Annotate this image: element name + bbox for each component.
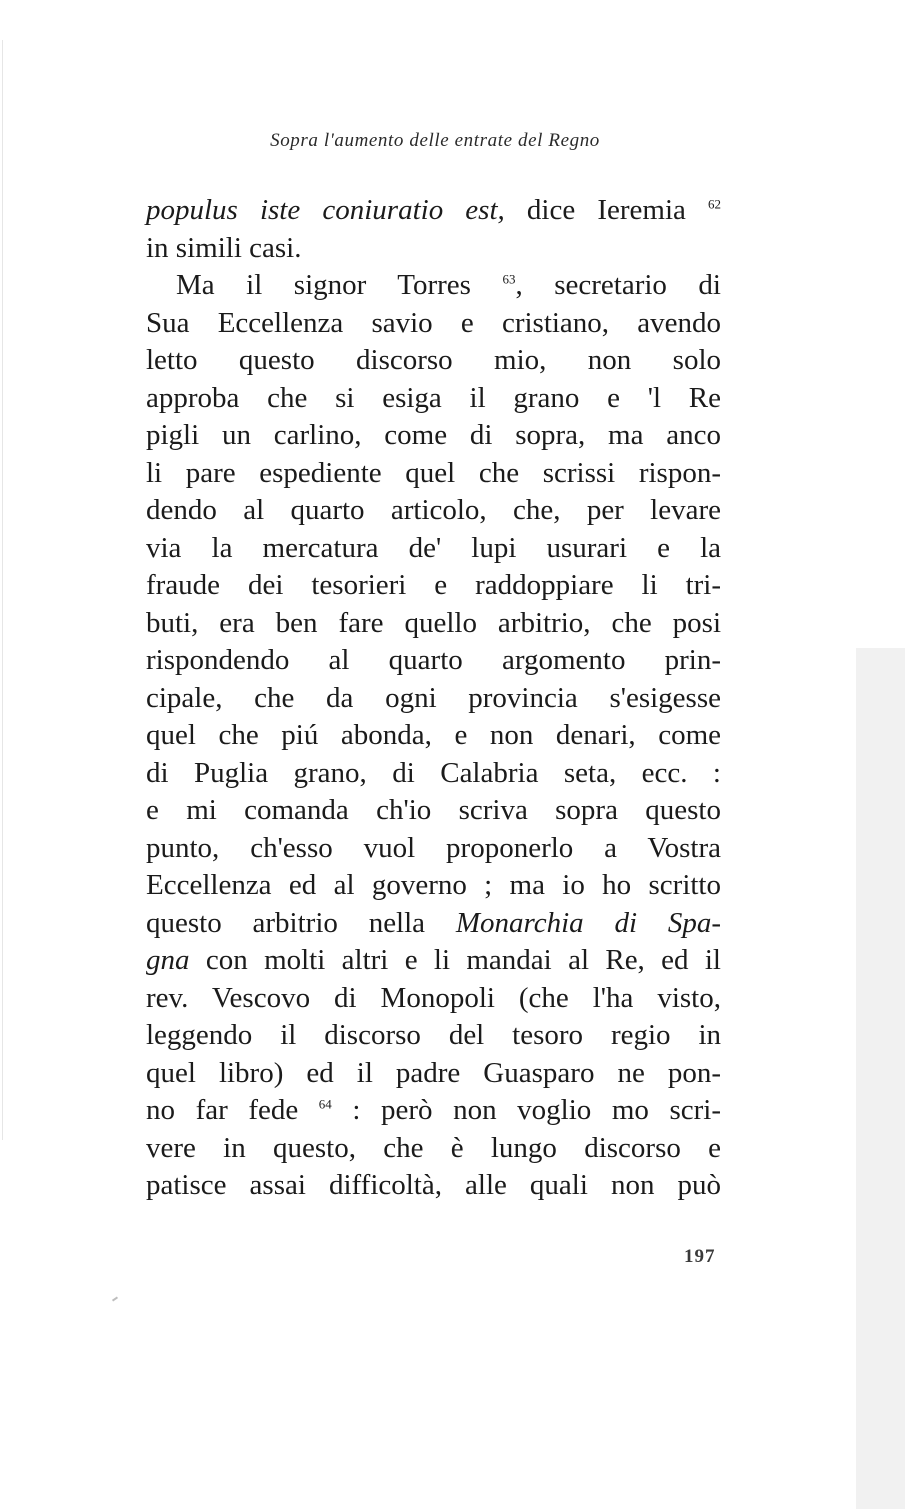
text-line: Sua Eccellenza savio e cristiano, avendo bbox=[146, 306, 721, 339]
text-line: cipale, che da ogni provincia s'esigesse bbox=[146, 681, 721, 714]
text-line: rispondendo al quarto argomento prin- bbox=[146, 644, 721, 676]
text-line: fraude dei tesorieri e raddoppiare li tri- bbox=[146, 569, 721, 601]
footnote-ref-62: 62 bbox=[708, 196, 721, 212]
text-line: dendo al quarto articolo, che, per levare bbox=[146, 494, 721, 526]
text-line: punto, ch'esso vuol proponerlo a Vostra bbox=[146, 831, 721, 864]
scan-speck bbox=[112, 1296, 118, 1301]
text-line: quel libro) ed il padre Guasparo ne pon- bbox=[146, 1056, 721, 1089]
text-line: Ma il signor Torres $^{63}$, secretario di bbox=[176, 269, 721, 301]
text-line: in simili casi. bbox=[146, 231, 302, 264]
text-line: di Puglia grano, di Calabria seta, ecc. : bbox=[146, 756, 721, 789]
scan-margin-shade bbox=[856, 648, 905, 1509]
running-head: Sopra l'aumento delle entrate del Regno bbox=[270, 130, 600, 151]
text-line: letto questo discorso mio, non solo bbox=[146, 344, 721, 376]
footnote-ref-63: 63 bbox=[502, 271, 516, 287]
text-line: patisce assai difficoltà, alle quali non può bbox=[146, 1169, 721, 1201]
text-line: Eccellenza ed al governo ; ma io ho scritto bbox=[146, 869, 721, 901]
body-text bbox=[146, 192, 721, 1205]
footnote-ref-64: 64 bbox=[318, 1096, 332, 1112]
page-edge-shadow bbox=[2, 40, 3, 1140]
text-line: rev. Vescovo di Monopoli (che l'ha visto, bbox=[146, 981, 721, 1014]
page-number: 197 bbox=[684, 1246, 716, 1267]
text-line: pigli un carlino, come di sopra, ma anco bbox=[146, 419, 721, 451]
text-line: no far fede $^{64}$ : però non voglio mo scri- bbox=[146, 1094, 721, 1126]
text-line: vere in questo, che è lungo discorso e bbox=[146, 1131, 721, 1164]
text-line: quel che piú abonda, e non denari, come bbox=[146, 719, 721, 751]
text-line: li pare espediente quel che scrissi rispon- bbox=[146, 456, 721, 489]
text-line: leggendo il discorso del tesoro regio in bbox=[146, 1019, 721, 1051]
text-line: e mi comanda ch'io scriva sopra questo bbox=[146, 794, 721, 826]
text-line: questo arbitrio nella Monarchia di Spa- bbox=[146, 906, 721, 939]
text-line: approba che si esiga il grano e 'l Re bbox=[146, 381, 721, 414]
text-line: via la mercatura de' lupi usurari e la bbox=[146, 531, 721, 564]
text-line: populus iste coniuratio est, dice Ieremia $^{62}$ bbox=[146, 194, 721, 226]
text-line: gna con molti altri e li mandai al Re, ed il bbox=[146, 944, 721, 976]
text-line: buti, era ben fare quello arbitrio, che posi bbox=[146, 606, 721, 639]
